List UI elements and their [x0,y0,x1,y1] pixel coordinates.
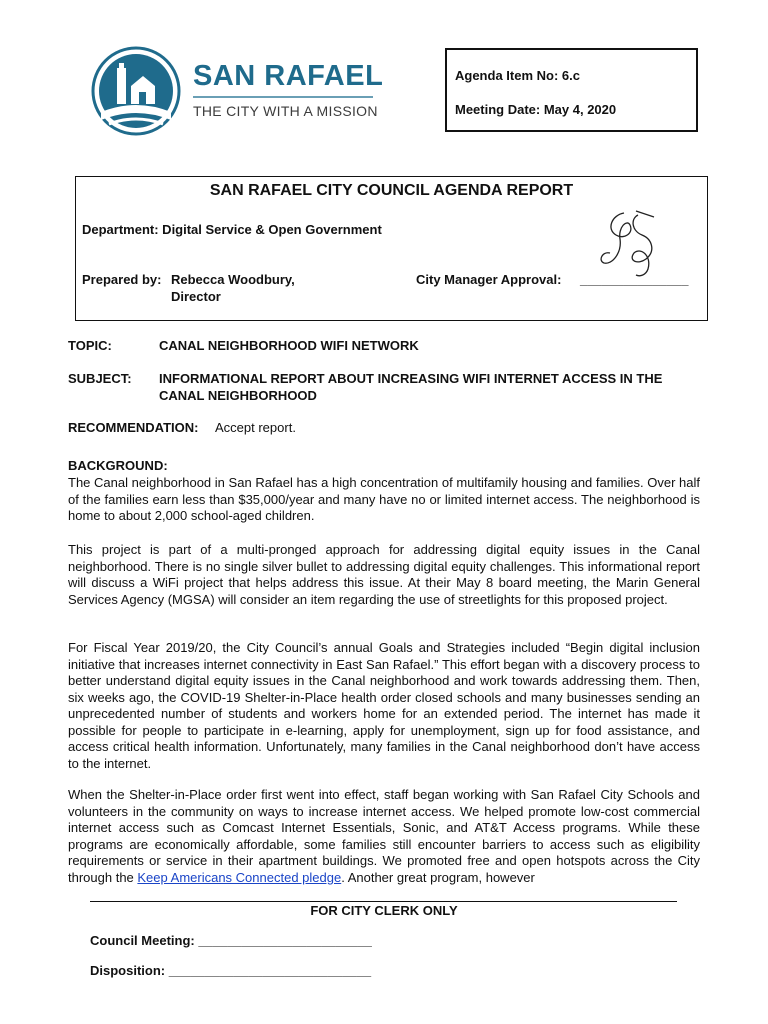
council-meeting-field: Council Meeting: ________________________ [90,933,372,948]
report-title: SAN RAFAEL CITY COUNCIL AGENDA REPORT [209,182,574,199]
prepared-by-title: Director [171,289,221,304]
paragraph-4-text: When the Shelter-in-Place order first went into effect, staff began working with San Rafael City Schools and volunteers in the community on ways to increase internet access. We helped promote low-cost commercial internet access such as Comcast Internet Essentials, Sonic, and AT&T Access programs. While these programs are economically affordable, some families still encounter barriers to access such as eligibility requirements or service in their apartment buildings. We promoted free and open hotspots across the City through the [68,787,700,885]
background-paragraph-3: For Fiscal Year 2019/20, the City Council’s annual Goals and Strategies included “Begin digital inclusion initiative that increases internet connectivity in East San Rafael.” This effort began with a discovery process to better understand digital equity issues in the Canal neighborhood and work towards addressing them. Then, six weeks ago, the COVID-19 Shelter-in-Place health order closed schools and many businesses sending an unprecedented number of students and workers home for an extended period. The internet has made it possible for people to participate in e-learning, apply for unemployment, sign up for food assistance, and access critical health information. Unfortunately, many families in the Canal neighborhood don’t have access to the internet. [68,640,700,771]
logo-name: SAN RAFAEL [193,60,384,92]
subject-line-2: CANAL NEIGHBORHOOD [159,388,317,403]
background-paragraph-1: The Canal neighborhood in San Rafael has a high concentration of multifamily housing and families. Over half of the families earn less than $35,000/year and many have no or limited internet access. The neighborhood is home to about 2,000 school-aged children. [68,475,700,523]
keep-americans-connected-link[interactable]: Keep Americans Connected pledge [137,869,342,885]
topic-label: TOPIC: [68,338,112,353]
department: Department: Digital Service & Open Government [82,222,382,237]
report-header-box [75,176,708,321]
agenda-info-box [445,48,698,132]
logo-tagline: THE CITY WITH A MISSION [193,103,378,119]
background-paragraph-2: This project is part of a multi-pronged approach for addressing digital equity issues in the Canal neighborhood. There is no single silver bullet to addressing digital equity challenges. This informational report will discuss a WiFi project that helps address this issue. At their May 8 board meeting, the Marin General Services Agency (MGSA) will consider an item regarding the use of streetlights for this proposed project. [68,542,700,607]
prepared-by-label: Prepared by: [82,272,162,287]
city-logo [91,46,384,136]
logo-divider [193,96,373,98]
recommendation-value: Accept report. [215,420,296,435]
city-seal-icon [91,46,181,136]
disposition-field: Disposition: ____________________________ [90,963,372,978]
meeting-date: Meeting Date: May 4, 2020 [455,102,617,117]
approval-line: _______________ [580,272,689,287]
background-paragraph-4 [68,787,700,886]
clerk-heading: FOR CITY CLERK ONLY [310,903,458,918]
subject-line-1: INFORMATIONAL REPORT ABOUT INCREASING WIFI INTERNET ACCESS IN THE [159,371,663,386]
background-heading: BACKGROUND: [68,458,168,473]
signature-icon [594,205,664,283]
clerk-divider [90,901,677,902]
prepared-by-name: Rebecca Woodbury, [171,272,295,287]
topic-value: CANAL NEIGHBORHOOD WIFI NETWORK [159,338,419,353]
subject-label: SUBJECT: [68,371,132,386]
agenda-item-number: Agenda Item No: 6.c [455,68,580,83]
approval-label: City Manager Approval: [416,272,562,287]
paragraph-4-tail: . Another great program, however [341,869,535,885]
recommendation-label: RECOMMENDATION: [68,420,199,435]
